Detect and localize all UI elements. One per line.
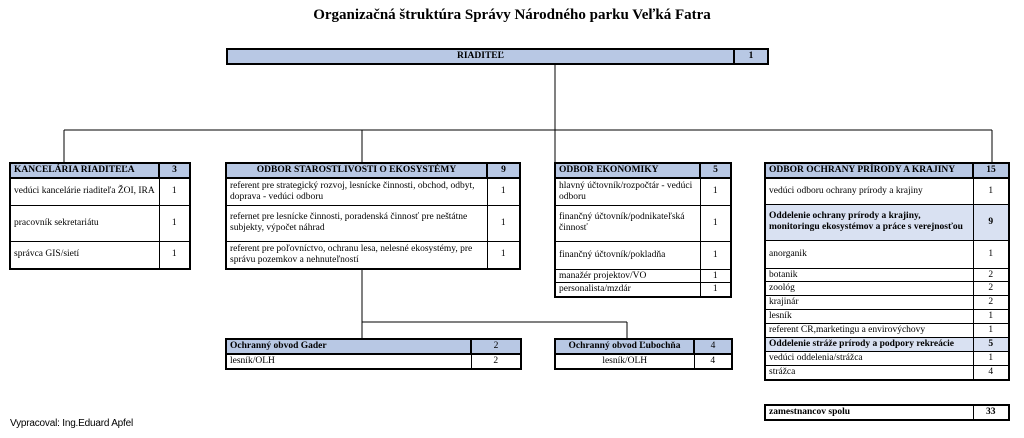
ekosystemy-row-label: referent pre poľovníctvo, ochranu lesa, nelesné ekosystémy, pre správu pozemkov a nehnuteľností bbox=[226, 241, 487, 269]
director-label: RIADITEĽ bbox=[227, 49, 734, 64]
ochrana-header-label: ODBOR OCHRANY PRÍRODY A KRAJINY bbox=[765, 163, 973, 178]
lubochna-row-count: 4 bbox=[694, 354, 732, 369]
director-box bbox=[226, 48, 769, 65]
gader-box bbox=[225, 338, 522, 370]
ekosystemy-header-label: ODBOR STAROSTLIVOSTI O EKOSYSTÉMY bbox=[226, 163, 487, 178]
ekonomika-row-label: finančný účtovník/pokladňa bbox=[555, 241, 700, 269]
ochrana-row-count: 1 bbox=[973, 324, 1009, 338]
kancelaria-row-label: vedúci kancelárie riaditeľa ŽOI, IRA bbox=[10, 178, 159, 205]
ekosystemy-row-label: refernet pre lesnícke činnosti, poradenská činnosť pre neštátne subjekty, výpočet náhrad bbox=[226, 205, 487, 241]
ochrana-row-count: 2 bbox=[973, 282, 1009, 296]
kancelaria-row-count: 1 bbox=[159, 241, 190, 269]
ochrana-row-label: zoológ bbox=[765, 282, 973, 296]
ochrana-row-count: 1 bbox=[973, 310, 1009, 324]
ochrana-row-label: vedúci odboru ochrany prírody a krajiny bbox=[765, 178, 973, 204]
kancelaria-row-count: 1 bbox=[159, 178, 190, 205]
ochrana-row-label: krajinár bbox=[765, 296, 973, 310]
kancelaria-header-label: KANCELÁRIA RIADITEĽA bbox=[10, 163, 159, 178]
ekosystemy-row-count: 1 bbox=[487, 178, 520, 205]
total-box bbox=[764, 404, 1010, 421]
ochrana-row-count: 4 bbox=[973, 366, 1009, 380]
lubochna-row-label: lesník/OLH bbox=[555, 354, 694, 369]
ekonomika-row-label: hlavný účtovník/rozpočtár - vedúci odboru bbox=[555, 178, 700, 205]
total-label: zamestnancov spolu bbox=[765, 405, 973, 420]
kancelaria-row-label: pracovník sekretariátu bbox=[10, 205, 159, 241]
ochrana-row-count: 2 bbox=[973, 268, 1009, 282]
ekonomika-row-label: manažér projektov/VO bbox=[555, 269, 700, 283]
ekonomika-row-count: 1 bbox=[700, 205, 731, 241]
ochrana-row-label: lesník bbox=[765, 310, 973, 324]
ekosystemy-box bbox=[225, 162, 521, 270]
kancelaria-row-label: správca GIS/sietí bbox=[10, 241, 159, 269]
director-count: 1 bbox=[734, 49, 768, 64]
ochrana-row-label: referent CR,marketingu a envirovýchovy bbox=[765, 324, 973, 338]
kancelaria-box bbox=[9, 162, 191, 270]
ochrana-row-label: botanik bbox=[765, 268, 973, 282]
ochrana-subdept-label: Oddelenie stráže prírody a podpory rekreácie bbox=[765, 338, 973, 352]
chart-title: Organizačná štruktúra Správy Národného parku Veľká Fatra bbox=[313, 7, 711, 23]
ochrana-row-count: 1 bbox=[973, 178, 1009, 204]
lubochna-header-count: 4 bbox=[694, 339, 732, 354]
ekonomika-row-count: 1 bbox=[700, 283, 731, 297]
ekosystemy-header-count: 9 bbox=[487, 163, 520, 178]
ochrana-subdept-label: Oddelenie ochrany prírody a krajiny, monitoringu ekosystémov a práce s verejnosťou bbox=[765, 204, 973, 240]
kancelaria-header-count: 3 bbox=[159, 163, 190, 178]
ekosystemy-row-count: 1 bbox=[487, 241, 520, 269]
ekonomika-row-label: finančný účtovník/podnikateľská činnosť bbox=[555, 205, 700, 241]
author-credit: Vypracoval: Ing.Eduard Apfel bbox=[10, 418, 133, 429]
ochrana-row-label: strážca bbox=[765, 366, 973, 380]
lubochna-header-label: Ochranný obvod Ľubochňa bbox=[555, 339, 694, 354]
ekonomika-header-label: ODBOR EKONOMIKY bbox=[555, 163, 700, 178]
ekonomika-row-count: 1 bbox=[700, 178, 731, 205]
ochrana-row-label: anorganik bbox=[765, 240, 973, 268]
ochrana-row-count: 1 bbox=[973, 240, 1009, 268]
ekonomika-box bbox=[554, 162, 732, 298]
lubochna-box bbox=[554, 338, 733, 370]
ekonomika-row-label: personalista/mzdár bbox=[555, 283, 700, 297]
ekosystemy-row-label: referent pre strategický rozvoj, lesnícke činnosti, obchod, odbyt, doprava - vedúci odboru bbox=[226, 178, 487, 205]
gader-header-label: Ochranný obvod Gader bbox=[226, 339, 471, 354]
ekonomika-row-count: 1 bbox=[700, 269, 731, 283]
ochrana-subdept-count: 5 bbox=[973, 338, 1009, 352]
gader-row-count: 2 bbox=[471, 354, 521, 369]
ochrana-row-count: 1 bbox=[973, 352, 1009, 366]
ekosystemy-row-count: 1 bbox=[487, 205, 520, 241]
gader-row-label: lesník/OLH bbox=[226, 354, 471, 369]
ochrana-row-count: 2 bbox=[973, 296, 1009, 310]
ochrana-row-label: vedúci oddelenia/strážca bbox=[765, 352, 973, 366]
ochrana-subdept-count: 9 bbox=[973, 204, 1009, 240]
ekonomika-row-count: 1 bbox=[700, 241, 731, 269]
kancelaria-row-count: 1 bbox=[159, 205, 190, 241]
total-count: 33 bbox=[973, 405, 1009, 420]
ochrana-header-count: 15 bbox=[973, 163, 1009, 178]
ekonomika-header-count: 5 bbox=[700, 163, 731, 178]
gader-header-count: 2 bbox=[471, 339, 521, 354]
ochrana-box bbox=[764, 162, 1010, 381]
